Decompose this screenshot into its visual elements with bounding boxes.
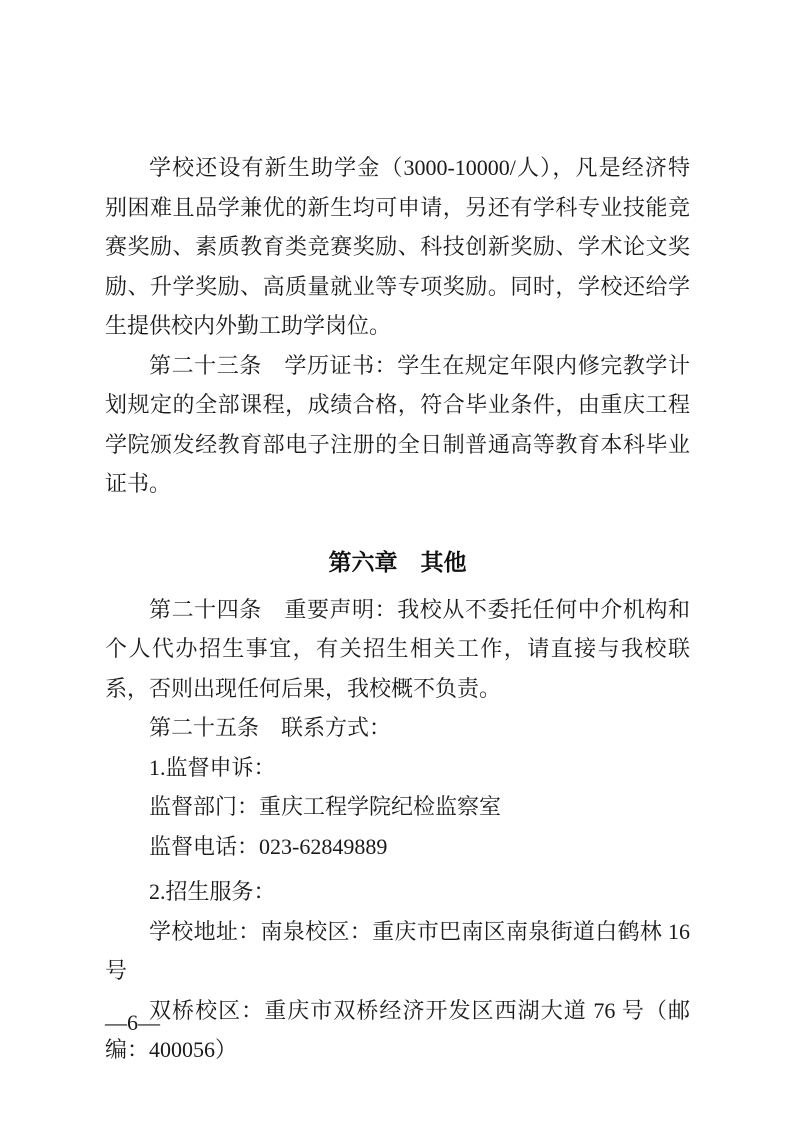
paragraph-diploma-article-23: 第二十三条 学历证书：学生在规定年限内修完教学计划规定的全部课程，成绩合格，符合毕业条件，由重庆工程学院颁发经教育部电子注册的全日制普通高等教育本科毕业证书。 [105,352,690,496]
line-supervision-phone: 监督电话：023-62849889 [149,833,388,859]
line-supervision-appeal: 1.监督申诉： [149,754,276,780]
paragraph-declaration-article-24: 第二十四条 重要声明：我校从不委托任何中介机构和个人代办招生事宜，有关招生相关工作，请直接与我校联系，否则出现任何后果，我校概不负责。 [105,596,690,701]
paragraph-scholarship: 学校还设有新生助学金（3000-10000/人），凡是经济特别困难且品学兼优的新生均可申请，另还有学科专业技能竞赛奖励、素质教育类竞赛奖励、科技创新奖励、学术论文奖励、升学奖励、高质量就业等专项奖励。同时，学校还给学生提供校内外勤工助学岗位。 [105,155,690,338]
line-supervision-department: 监督部门：重庆工程学院纪检监察室 [149,794,502,819]
document-content [105,148,690,1070]
line-contact-article-25: 第二十五条 联系方式： [149,715,392,740]
line-admission-service: 2.招生服务： [149,879,276,904]
line-school-address: 学校地址：南泉校区：重庆市巴南区南泉街道白鹤林 16 号 [105,918,690,983]
chapter-heading: 第六章 其他 [328,548,467,575]
page-number: —6— [105,1010,160,1035]
line-shuangqiao-campus-address: 双桥校区：重庆市双桥经济开发区西湖大道 76 号（邮编：400056） [105,997,690,1062]
